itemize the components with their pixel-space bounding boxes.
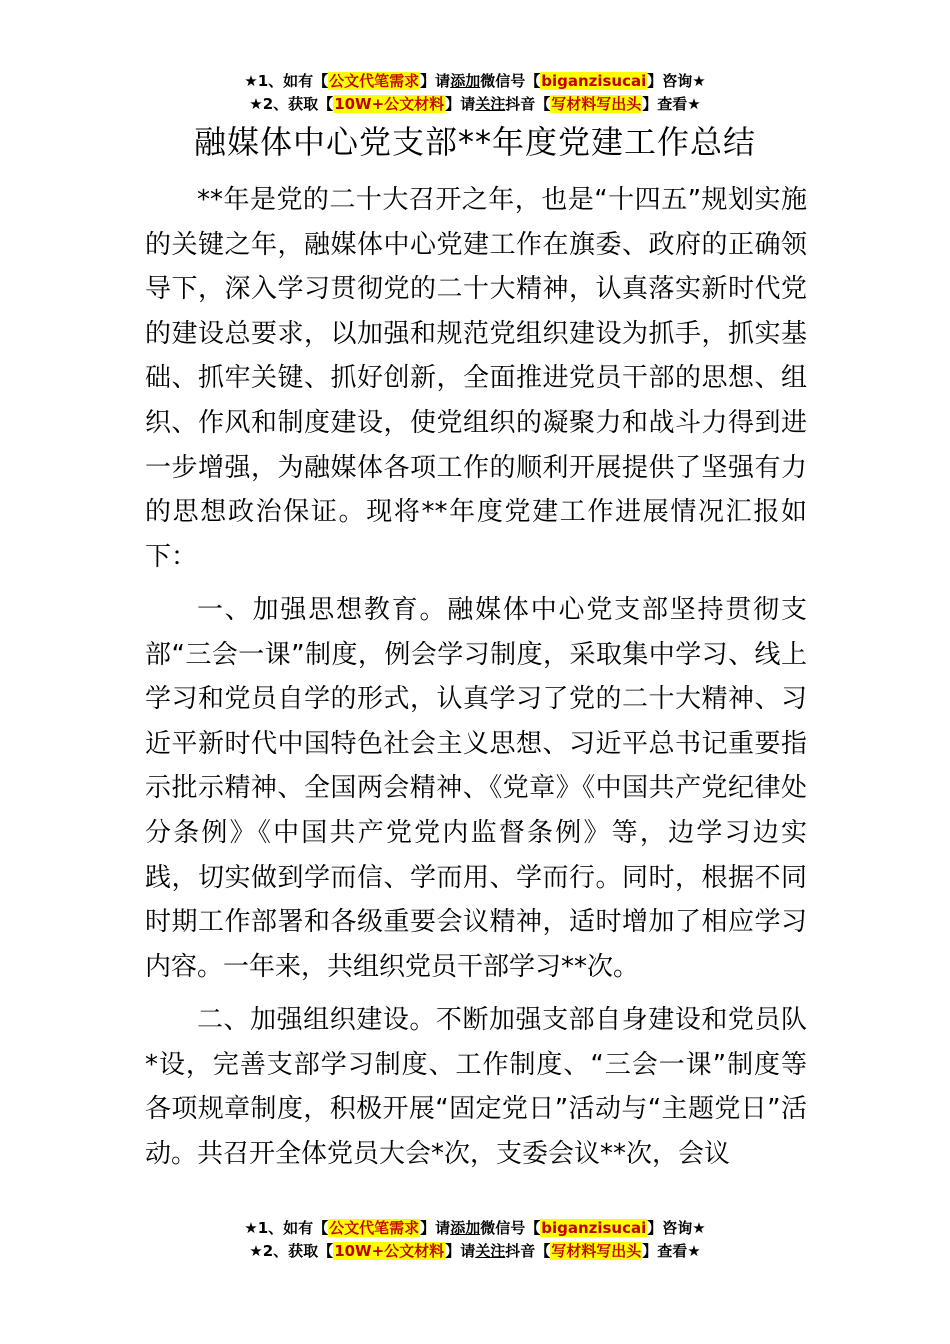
highlight-materials: 10W+公文材料 — [334, 95, 445, 113]
banner-line-1: ★1、如有【公文代笔需求】请添加微信号【biganzisucai】咨询★ — [244, 72, 706, 90]
highlight-wechat-id: biganzisucai — [541, 72, 647, 90]
highlight-douyin-account: 写材料写出头 — [551, 1242, 642, 1260]
highlight-materials: 10W+公文材料 — [334, 1242, 445, 1260]
bottom-banner — [0, 1217, 950, 1263]
highlight-wechat-id: biganzisucai — [541, 1219, 647, 1237]
highlight-service: 公文代笔需求 — [329, 72, 420, 90]
banner-line-2: ★2、获取【10W+公文材料】请关注抖音【写材料写出头】查看★ — [249, 95, 701, 113]
highlight-douyin-account: 写材料写出头 — [551, 95, 642, 113]
top-banner — [0, 70, 950, 116]
highlight-service: 公文代笔需求 — [329, 1219, 420, 1237]
document-body-paragraph-3 — [145, 998, 807, 1176]
document-title: 融媒体中心党支部**年度党建工作总结 — [193, 123, 756, 161]
paragraph: 一、加强思想教育。融媒体中心党支部坚持贯彻支部“三会一课”制度，例会学习制度，采取集中学习、线上学习和党员自学的形式，认真学习了党的二十大精神、习近平新时代中国特色社会主义思想、习近平总书记重要指示批示精神、全国两会精神、《党章》《中国共产党纪律处分条例》《中国共产党党内监督条例》等，边学习边实践，切实做到学而信、学而用、学而行。同时，根据不同时期工作部署和各级重要会议精神，适时增加了相应学习内容。一年来，共组织党员干部学习**次。 — [145, 595, 807, 982]
paragraph: 二、加强组织建设。不断加强支部自身建设和党员队*设，完善支部学习制度、工作制度、“三会一课”制度等各项规章制度，积极开展“固定党日”活动与“主题党日”活动。共召开全体党员大会*次，支委会议**次，会议 — [145, 1005, 807, 1169]
paragraph: **年是党的二十大召开之年，也是“十四五”规划实施的关键之年，融媒体中心党建工作在旗委、政府的正确领导下，深入学习贯彻党的二十大精神，认真落实新时代党的建设总要求，以加强和规范党组织建设为抓手，抓实基础、抓牢关键、抓好创新，全面推进党员干部的思想、组织、作风和制度建设，使党组织的凝聚力和战斗力得到进一步增强，为融媒体各项工作的顺利开展提供了坚强有力的思想政治保证。现将**年度党建工作进展情况汇报如下： — [145, 185, 807, 572]
document-body-paragraph-2 — [145, 588, 807, 989]
banner-line-1: ★1、如有【公文代笔需求】请添加微信号【biganzisucai】咨询★ — [244, 1219, 706, 1237]
document-body-paragraph-1 — [145, 178, 807, 579]
banner-line-2: ★2、获取【10W+公文材料】请关注抖音【写材料写出头】查看★ — [249, 1242, 701, 1260]
